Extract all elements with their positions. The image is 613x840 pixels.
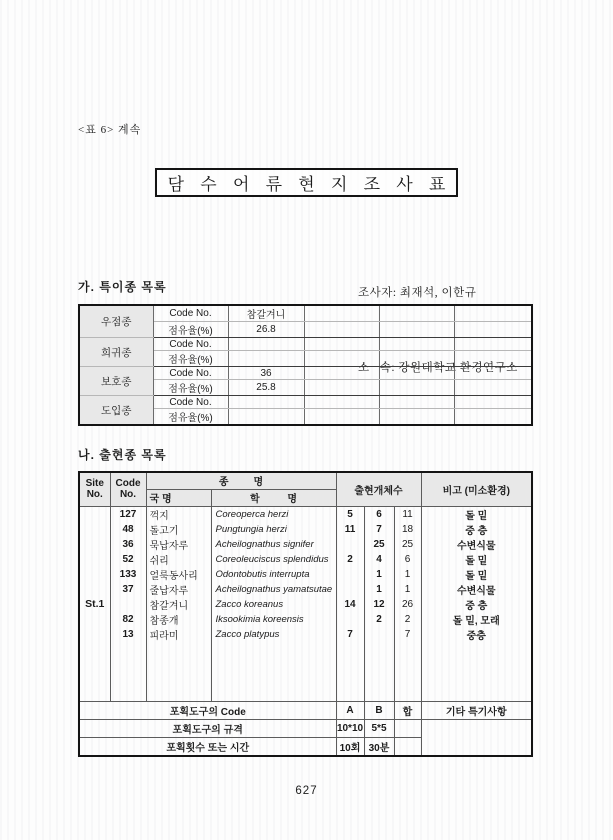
species-name-header: 종 명 <box>146 472 336 489</box>
site-no-header: Site No. <box>79 472 110 506</box>
site-label: St.1 <box>79 506 110 702</box>
species-row <box>79 597 532 612</box>
code-no-label: Code No. <box>153 396 228 409</box>
korean-name-cell: 피라미 <box>146 627 211 642</box>
count-total-cell: 6 <box>394 552 421 567</box>
korean-name-cell: 돌고기 <box>146 522 211 537</box>
count-b-cell: 4 <box>364 552 394 567</box>
remark-cell: 돌 밑 <box>421 506 532 522</box>
species-row <box>79 582 532 597</box>
code-value: 참갈겨니 <box>228 305 304 322</box>
scientific-name-cell: Zacco platypus <box>211 627 336 642</box>
share-label: 점유율(%) <box>153 351 228 367</box>
korean-name-cell: 얼룩동사리 <box>146 567 211 582</box>
species-row <box>79 567 532 582</box>
capture-spec-a: 10*10 <box>336 720 364 738</box>
count-total-cell: 18 <box>394 522 421 537</box>
scientific-name-cell: Coreoperca herzi <box>211 506 336 522</box>
scientific-name-cell: Pungtungia herzi <box>211 522 336 537</box>
species-row <box>79 506 532 522</box>
korean-name-cell: 쉬리 <box>146 552 211 567</box>
remark-cell: 돌 밑 <box>421 552 532 567</box>
remark-cell: 중 층 <box>421 522 532 537</box>
count-a-cell: 2 <box>336 552 364 567</box>
capture-spec-row <box>79 720 532 738</box>
count-a-cell <box>336 582 364 597</box>
code-cell: 52 <box>110 552 146 567</box>
scientific-name-cell: Odontobutis interrupta <box>211 567 336 582</box>
form-title-box <box>155 168 458 197</box>
capture-code-row <box>79 702 532 720</box>
count-total-cell: 26 <box>394 597 421 612</box>
species-row <box>79 522 532 537</box>
remark-cell: 중층 <box>421 627 532 642</box>
share-value: 25.8 <box>228 380 304 396</box>
code-cell: 48 <box>110 522 146 537</box>
species-row <box>79 627 532 642</box>
section-a-heading: 가. 특이종 목록 <box>78 280 167 294</box>
empty-filler-row <box>79 642 532 702</box>
count-a-cell: 14 <box>336 597 364 612</box>
capture-spec-label: 포획도구의 규격 <box>79 720 336 738</box>
scientific-name-cell: Acheilognathus yamatsutae <box>211 582 336 597</box>
code-no-label: Code No. <box>153 367 228 380</box>
korean-name-cell: 줄납자루 <box>146 582 211 597</box>
count-a-cell: 11 <box>336 522 364 537</box>
share-value <box>228 351 304 367</box>
appearing-species-table <box>78 471 533 757</box>
code-no-label: Code No. <box>153 338 228 351</box>
remark-header: 비고 (미소환경) <box>421 472 532 506</box>
remark-cell: 돌 밑, 모래 <box>421 612 532 627</box>
species-row <box>79 552 532 567</box>
scientific-name-header: 학 명 <box>211 489 336 506</box>
remark-cell: 돌 밑 <box>421 567 532 582</box>
category-rare: 희귀종 <box>79 338 153 367</box>
table-continuation-caption: <표 6> 계속 <box>78 124 142 136</box>
code-value: 36 <box>228 367 304 380</box>
capture-spec-sum <box>394 720 421 738</box>
code-cell: 37 <box>110 582 146 597</box>
code-no-header: Code No. <box>110 472 146 506</box>
count-total-cell: 11 <box>394 506 421 522</box>
count-b-cell: 7 <box>364 522 394 537</box>
form-title: 담 수 어 류 현 지 조 사 표 <box>167 175 452 194</box>
code-cell: 82 <box>110 612 146 627</box>
remark-cell: 수변식물 <box>421 582 532 597</box>
capture-code-sum: 합 <box>394 702 421 720</box>
count-b-cell: 1 <box>364 567 394 582</box>
count-total-cell: 1 <box>394 582 421 597</box>
capture-count-label: 포획횟수 또는 시간 <box>79 738 336 756</box>
share-label: 점유율(%) <box>153 380 228 396</box>
section-b-heading: 나. 출현종 목록 <box>78 448 167 462</box>
count-a-cell <box>336 612 364 627</box>
korean-name-cell: 꺽지 <box>146 506 211 522</box>
page-number: 627 <box>295 785 318 797</box>
scientific-name-cell: Iksookimia koreensis <box>211 612 336 627</box>
table-row <box>79 305 532 322</box>
remark-cell: 수변식물 <box>421 537 532 552</box>
code-cell: 36 <box>110 537 146 552</box>
count-a-cell: 5 <box>336 506 364 522</box>
capture-count-sum <box>394 738 421 756</box>
capture-count-a: 10회 <box>336 738 364 756</box>
category-introduced: 도입종 <box>79 396 153 426</box>
korean-name-cell: 참종개 <box>146 612 211 627</box>
affiliation-line: 소 속: 강원대학교 환경연구소 <box>358 362 518 374</box>
species-row <box>79 537 532 552</box>
count-b-cell <box>364 627 394 642</box>
korean-name-cell: 묵납자루 <box>146 537 211 552</box>
surveyor-line: 조사자: 최재석, 이한규 <box>358 287 477 299</box>
category-protected: 보호종 <box>79 367 153 396</box>
capture-code-b: B <box>364 702 394 720</box>
share-label: 점유율(%) <box>153 322 228 338</box>
code-no-label: Code No. <box>153 305 228 322</box>
share-label: 점유율(%) <box>153 409 228 426</box>
capture-count-b: 30분 <box>364 738 394 756</box>
code-cell: 133 <box>110 567 146 582</box>
count-b-cell: 6 <box>364 506 394 522</box>
scientific-name-cell: Zacco koreanus <box>211 597 336 612</box>
code-value <box>228 338 304 351</box>
capture-code-a: A <box>336 702 364 720</box>
etc-notes-cell <box>421 720 532 756</box>
capture-code-label: 포획도구의 Code <box>79 702 336 720</box>
count-b-cell: 25 <box>364 537 394 552</box>
share-value <box>228 409 304 426</box>
remark-cell: 중 층 <box>421 597 532 612</box>
table-row <box>79 367 532 380</box>
code-cell: 13 <box>110 627 146 642</box>
count-a-cell <box>336 567 364 582</box>
count-total-cell: 2 <box>394 612 421 627</box>
scientific-name-cell: Acheilognathus signifer <box>211 537 336 552</box>
count-a-cell: 7 <box>336 627 364 642</box>
count-b-cell: 2 <box>364 612 394 627</box>
korean-name-header: 국 명 <box>146 489 211 506</box>
scientific-name-cell: Coreoleuciscus splendidus <box>211 552 336 567</box>
species-row <box>79 612 532 627</box>
count-a-cell <box>336 537 364 552</box>
header-row <box>79 472 532 489</box>
code-value <box>228 396 304 409</box>
korean-name-cell: 참갈겨니 <box>146 597 211 612</box>
count-total-cell: 1 <box>394 567 421 582</box>
share-value: 26.8 <box>228 322 304 338</box>
category-dominant: 우점종 <box>79 305 153 338</box>
code-cell <box>110 597 146 612</box>
etc-notes-header: 기타 특기사항 <box>421 702 532 720</box>
count-b-cell: 12 <box>364 597 394 612</box>
table-row <box>79 396 532 409</box>
count-total-cell: 7 <box>394 627 421 642</box>
code-cell: 127 <box>110 506 146 522</box>
count-total-cell: 25 <box>394 537 421 552</box>
table-row <box>79 338 532 351</box>
count-b-cell: 1 <box>364 582 394 597</box>
capture-spec-b: 5*5 <box>364 720 394 738</box>
count-header: 출현개체수 <box>336 472 421 506</box>
special-species-table <box>78 304 533 426</box>
